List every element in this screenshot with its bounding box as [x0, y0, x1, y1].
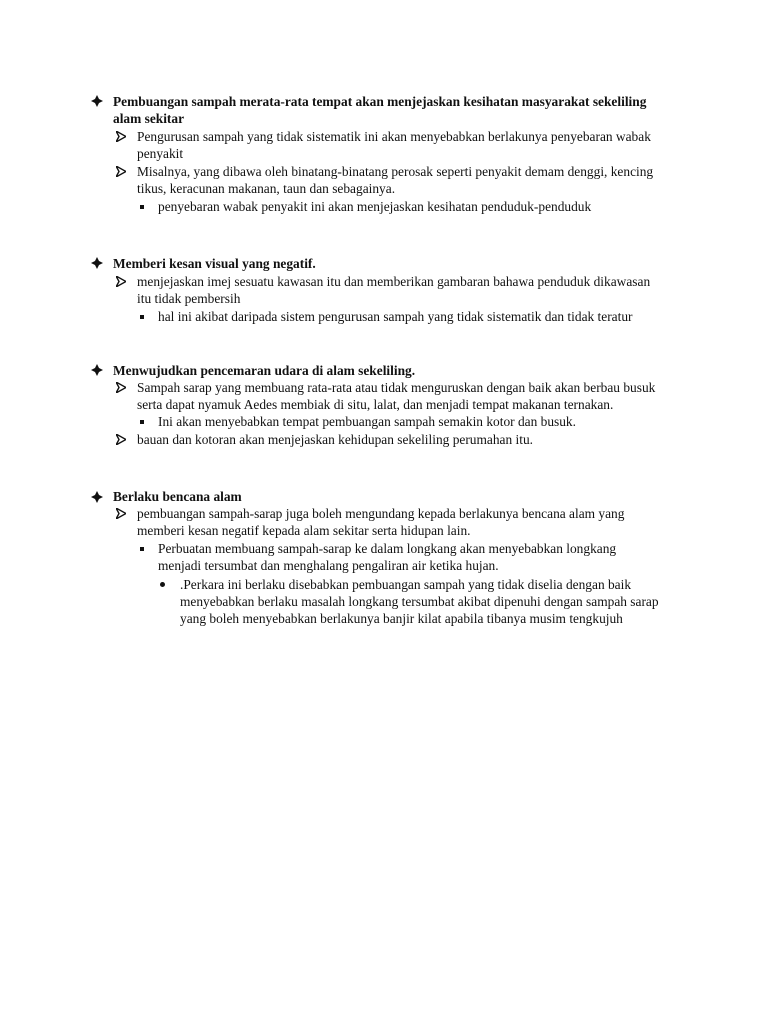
round-bullet-icon	[160, 582, 165, 587]
diamond-bullet-icon	[91, 257, 103, 269]
section-heading: Pembuangan sampah merata-rata tempat akan menjejaskan kesihatan masyarakat sekeliling	[113, 94, 647, 109]
section-heading: Memberi kesan visual yang negatif.	[113, 256, 316, 271]
point-text: menjejaskan imej sesuatu kawasan itu dan memberikan gambaran bahawa penduduk dikawasan	[137, 274, 651, 289]
point-text: penyakit	[137, 146, 184, 161]
point-text: tikus, keracunan makanan, taun dan sebagainya.	[137, 181, 396, 196]
arrow-bullet-icon	[116, 508, 126, 519]
section-heading: Menwujudkan pencemaran udara di alam sekeliling.	[113, 363, 416, 378]
point-text: serta dapat nyamuk Aedes membiak di situ, lalat, dan menjadi tempat makanan ternakan.	[137, 397, 614, 412]
section-heading: alam sekitar	[113, 111, 185, 126]
point-text: Sampah sarap yang membuang rata-rata atau tidak menguruskan dengan baik akan berbau busuk	[137, 380, 656, 395]
point-text: memberi kesan negatif kepada alam sekitar serta hidupan lain.	[137, 523, 471, 538]
subpoint-text: hal ini akibat daripada sistem pengurusan sampah yang tidak sistematik dan tidak teratur	[158, 309, 633, 324]
subpoint-text: Ini akan menyebabkan tempat pembuangan sampah semakin kotor dan busuk.	[158, 414, 576, 429]
point-text: Pengurusan sampah yang tidak sistematik ini akan menyebabkan berlakunya penyebaran wabak	[137, 129, 651, 144]
arrow-bullet-icon	[116, 166, 126, 177]
square-bullet-icon	[140, 315, 144, 319]
subpoint-text: menjadi tersumbat dan menghalang pengaliran air ketika hujan.	[158, 558, 499, 573]
subpoint-text: penyebaran wabak penyakit ini akan menjejaskan kesihatan penduduk-penduduk	[158, 199, 592, 214]
arrow-bullet-icon	[116, 131, 126, 142]
point-text: Misalnya, yang dibawa oleh binatang-binatang perosak seperti penyakit demam denggi, kencing	[137, 164, 654, 179]
arrow-bullet-icon	[116, 276, 126, 287]
square-bullet-icon	[140, 547, 144, 551]
square-bullet-icon	[140, 205, 144, 209]
diamond-bullet-icon	[91, 364, 103, 376]
detail-text: yang boleh menyebabkan berlakunya banjir kilat apabila tibanya musim tengkujuh	[180, 611, 623, 626]
diamond-bullet-icon	[91, 491, 103, 503]
detail-text: .Perkara ini berlaku disebabkan pembuangan sampah yang tidak diselia dengan baik	[180, 577, 632, 592]
detail-text: menyebabkan berlaku masalah longkang tersumbat akibat dipenuhi dengan sampah sarap	[180, 594, 659, 609]
diamond-bullet-icon	[91, 95, 103, 107]
section-heading: Berlaku bencana alam	[113, 489, 242, 504]
point-text: bauan dan kotoran akan menjejaskan kehidupan sekeliling perumahan itu.	[137, 432, 534, 447]
subpoint-text: Perbuatan membuang sampah-sarap ke dalam longkang akan menyebabkan longkang	[158, 541, 617, 556]
arrow-bullet-icon	[116, 434, 126, 445]
point-text: pembuangan sampah-sarap juga boleh mengundang kepada berlakunya bencana alam yang	[137, 506, 625, 521]
arrow-bullet-icon	[116, 382, 126, 393]
square-bullet-icon	[140, 420, 144, 424]
point-text: itu tidak pembersih	[137, 291, 241, 306]
